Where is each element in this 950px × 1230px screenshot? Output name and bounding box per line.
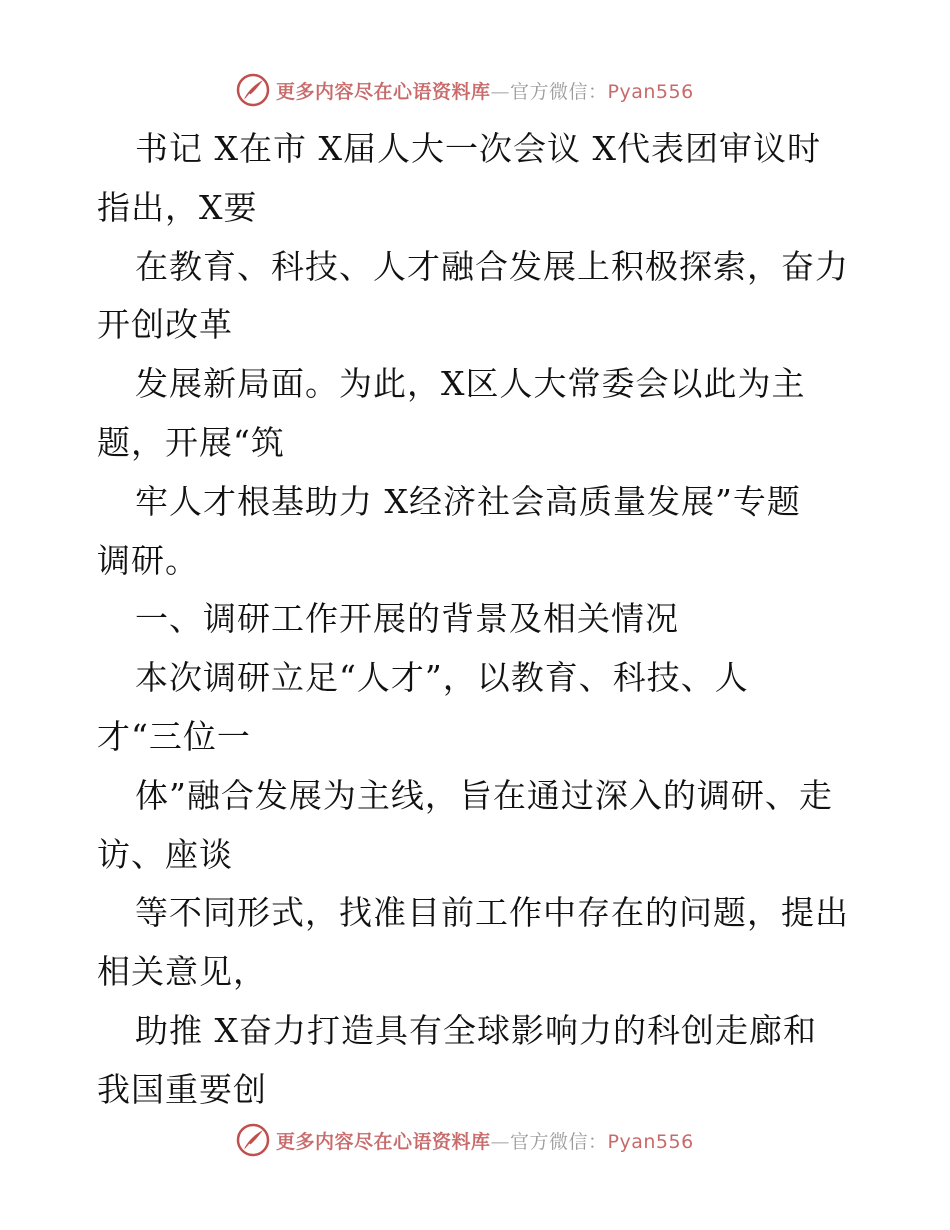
text-line: 助推 X奋力打造具有全球影响力的科创走廊和	[135, 1010, 817, 1050]
text-line: 相关意见，	[97, 952, 267, 992]
text-line: 牢人才根基助力 X经济社会高质量发展”专题	[135, 481, 801, 521]
text-line: 等不同形式，找准目前工作中存在的问题，提出	[135, 893, 849, 933]
quill-logo-icon	[236, 73, 270, 107]
watermark-text	[276, 77, 694, 104]
footer-watermark	[236, 1122, 694, 1158]
text-line: 在教育、科技、人才融合发展上积极探索，奋力	[135, 246, 849, 286]
text-line: 指出，X要	[97, 187, 258, 227]
text-line: 本次调研立足“人才”，以教育、科技、人	[135, 658, 749, 698]
text-line: 调研。	[97, 540, 199, 580]
watermark-brand: 更多内容尽在心语资料库	[276, 80, 491, 103]
watermark-id: Pyan556	[607, 80, 694, 103]
header-watermark	[236, 72, 694, 108]
watermark-label: 官方微信：	[510, 80, 608, 103]
text-line: 题，开展“筑	[97, 422, 285, 462]
text-line: 体”融合发展为主线，旨在通过深入的调研、走	[135, 775, 833, 815]
text-line: 发展新局面。为此，X区人大常委会以此为主	[135, 364, 806, 404]
text-line: 才“三位一	[97, 716, 251, 756]
watermark-label: 官方微信：	[510, 1130, 608, 1153]
quill-logo-icon	[236, 1123, 270, 1157]
text-line: 我国重要创	[97, 1069, 267, 1109]
text-line: 开创改革	[97, 305, 233, 345]
document-body	[97, 120, 857, 1120]
watermark-dash: —	[490, 80, 511, 103]
watermark-text	[276, 1127, 694, 1154]
watermark-id: Pyan556	[607, 1130, 694, 1153]
text-line: 书记 X在市 X届人大一次会议 X代表团审议时	[135, 129, 821, 168]
watermark-brand: 更多内容尽在心语资料库	[276, 1130, 491, 1153]
text-line: 一、调研工作开展的背景及相关情况	[135, 599, 679, 639]
watermark-dash: —	[490, 1130, 511, 1153]
text-line: 访、座谈	[97, 834, 233, 874]
